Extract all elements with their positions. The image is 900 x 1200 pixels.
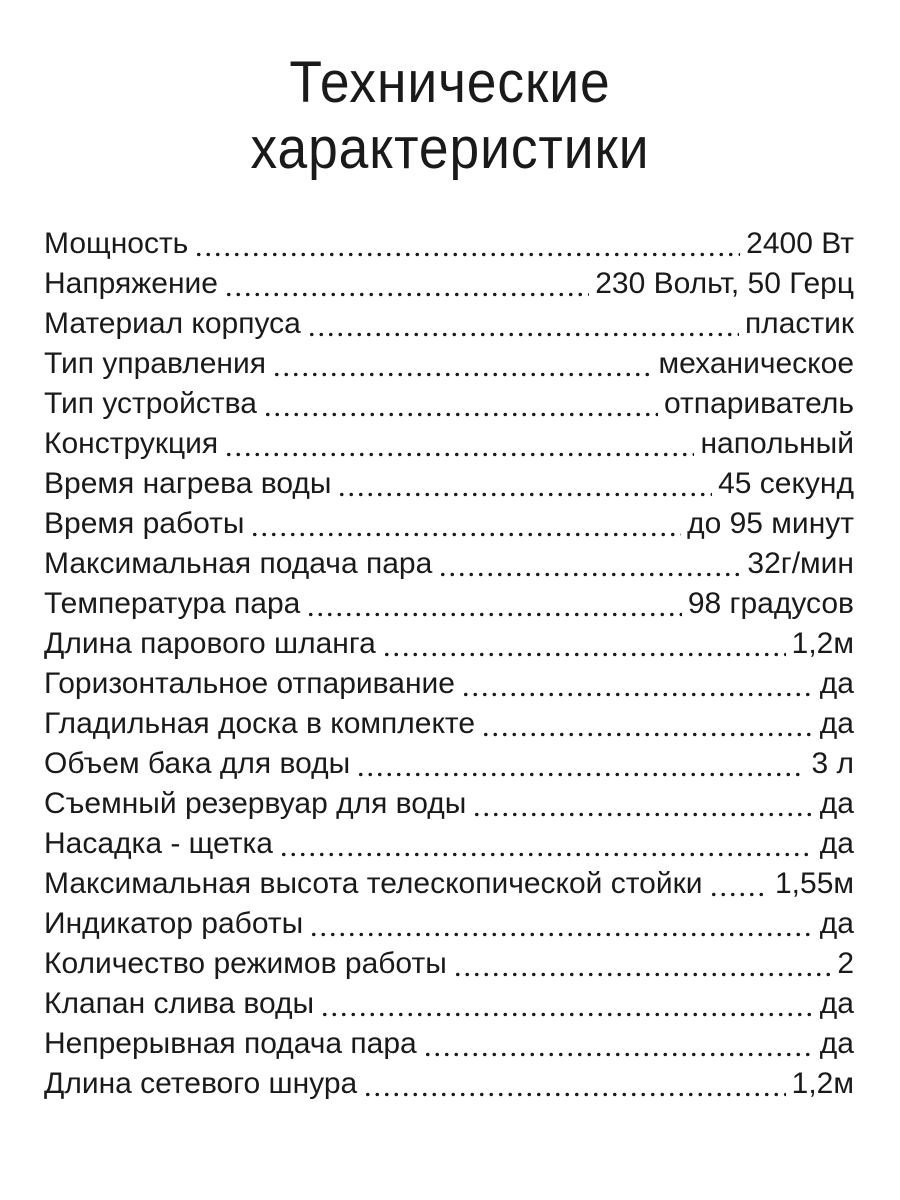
spec-label: Время работы [44, 507, 245, 540]
dot-leader [453, 944, 832, 984]
spec-row-device-type [44, 384, 854, 424]
spec-row-heat-time [44, 464, 854, 504]
spec-value: 2 [837, 947, 854, 980]
spec-row-voltage [44, 264, 854, 304]
spec-value: напольный [700, 427, 854, 460]
spec-label: Тип управления [44, 347, 266, 380]
spec-row-body-material [44, 304, 854, 344]
spec-value: да [819, 707, 854, 740]
spec-value: 3 л [811, 747, 854, 780]
dot-leader [272, 344, 653, 384]
spec-label: Гладильная доска в комплекте [44, 707, 476, 740]
spec-row-ironing-board [44, 704, 854, 744]
dot-leader [709, 864, 769, 904]
spec-value: 98 градусов [687, 587, 854, 620]
dot-leader [423, 1024, 814, 1064]
spec-label: Напряжение [44, 267, 218, 300]
spec-value: да [819, 987, 854, 1020]
spec-row-power-indicator [44, 904, 854, 944]
spec-value: пластик [744, 307, 854, 340]
spec-value: отпариватель [664, 387, 854, 420]
spec-value: 1,55м [774, 867, 854, 900]
spec-label: Съемный резервуар для воды [44, 787, 467, 820]
spec-value: 32г/мин [747, 547, 854, 580]
page-title [36, 50, 864, 182]
spec-list [44, 224, 854, 1104]
spec-value: да [819, 667, 854, 700]
dot-leader [363, 1064, 785, 1104]
spec-value: да [819, 1027, 854, 1060]
spec-row-continuous-steam [44, 1024, 854, 1064]
spec-value: до 95 минут [687, 507, 854, 540]
spec-label: Непрерывная подача пара [44, 1027, 417, 1060]
spec-label: Максимальная высота телескопической стойки [44, 867, 703, 900]
spec-label: Индикатор работы [44, 907, 304, 940]
dot-leader [307, 304, 739, 344]
spec-label: Насадка - щетка [44, 827, 273, 860]
spec-row-max-steam [44, 544, 854, 584]
dot-leader [337, 464, 712, 504]
spec-value: механическое [658, 347, 854, 380]
dot-leader [356, 744, 805, 784]
spec-row-mode-count [44, 944, 854, 984]
dot-leader [250, 504, 681, 544]
spec-label: Тип устройства [44, 387, 257, 420]
spec-label: Количество режимов работы [44, 947, 447, 980]
spec-row-removable-tank [44, 784, 854, 824]
spec-value: 45 секунд [718, 467, 854, 500]
spec-row-operating-time [44, 504, 854, 544]
spec-row-construction [44, 424, 854, 464]
spec-label: Длина парового шланга [44, 627, 376, 660]
spec-row-drain-valve [44, 984, 854, 1024]
spec-label: Материал корпуса [44, 307, 301, 340]
dot-leader [472, 784, 813, 824]
spec-value: 1,2м [791, 627, 854, 660]
spec-label: Длина сетевого шнура [44, 1067, 358, 1100]
dot-leader [279, 824, 814, 864]
spec-row-control-type [44, 344, 854, 384]
spec-value: да [819, 827, 854, 860]
spec-label: Мощность [44, 227, 189, 260]
dot-leader [461, 664, 814, 704]
dot-leader [438, 544, 741, 584]
page-title-line-1: Технические [289, 50, 611, 115]
dot-leader [224, 264, 589, 304]
spec-value: да [819, 907, 854, 940]
spec-value: да [819, 787, 854, 820]
spec-label: Объем бака для воды [44, 747, 351, 780]
dot-leader [263, 384, 658, 424]
dot-leader [306, 584, 682, 624]
dot-leader [194, 224, 740, 264]
spec-label: Горизонтальное отпаривание [44, 667, 455, 700]
spec-label: Время нагрева воды [44, 467, 332, 500]
spec-value: 2400 Вт [746, 227, 854, 260]
spec-label: Конструкция [44, 427, 219, 460]
spec-row-cord-length [44, 1064, 854, 1104]
spec-row-power [44, 224, 854, 264]
dot-leader [320, 984, 814, 1024]
dot-leader [382, 624, 786, 664]
spec-row-steam-temperature [44, 584, 854, 624]
spec-value: 1,2м [791, 1067, 854, 1100]
spec-label: Температура пара [44, 587, 301, 620]
spec-row-horizontal-steaming [44, 664, 854, 704]
dot-leader [309, 904, 814, 944]
spec-value: 230 Вольт, 50 Герц [595, 267, 854, 300]
spec-label: Клапан слива воды [44, 987, 315, 1020]
dot-leader [224, 424, 694, 464]
dot-leader [481, 704, 814, 744]
spec-row-max-pole-height [44, 864, 854, 904]
page-title-line-2: характеристики [250, 116, 650, 181]
spec-row-brush-attachment [44, 824, 854, 864]
spec-row-tank-volume [44, 744, 854, 784]
spec-label: Максимальная подача пара [44, 547, 433, 580]
spec-row-hose-length [44, 624, 854, 664]
